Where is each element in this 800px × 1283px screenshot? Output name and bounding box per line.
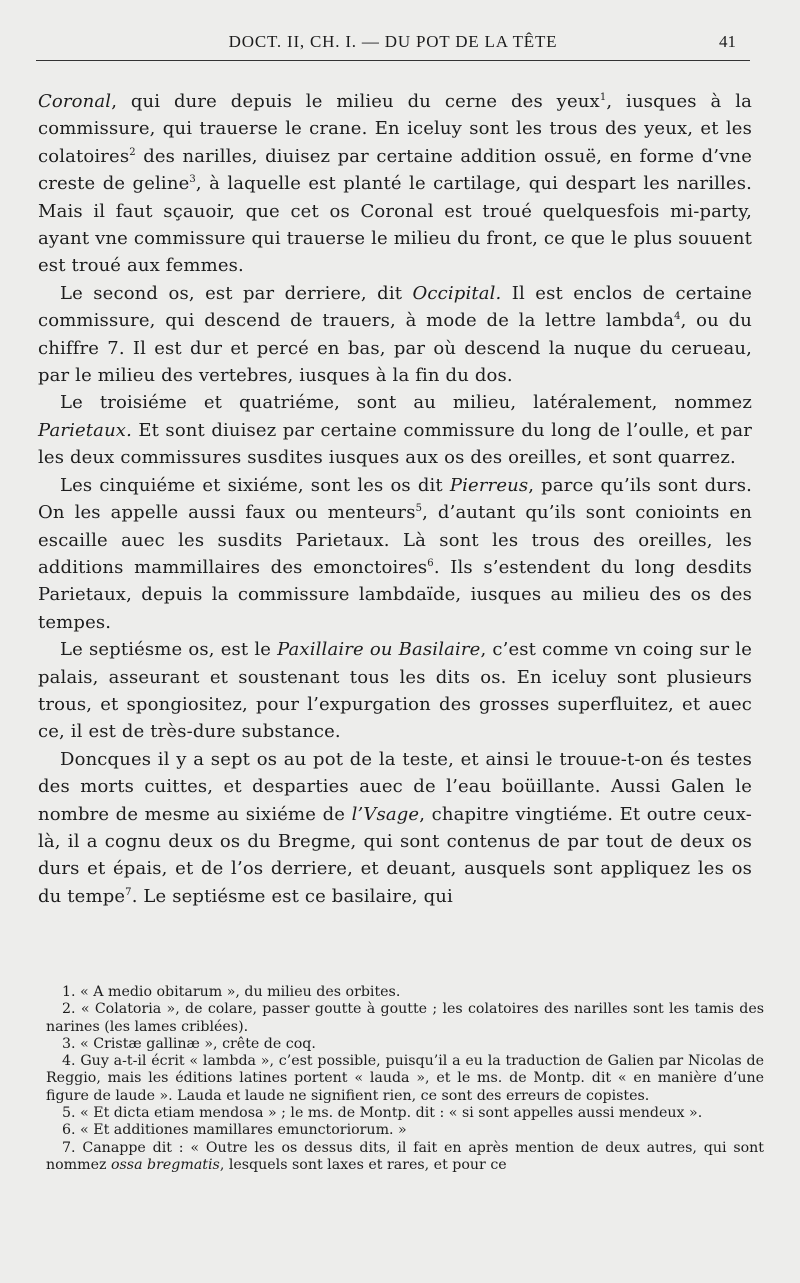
text-span: 7. Canappe dit : « Outre les os dessus dits, il fait en après mention de deux autres, qui sont nommez	[46, 1139, 764, 1173]
term-occipital: Occipital.	[412, 282, 502, 304]
note-ref-5: 5	[415, 503, 423, 515]
footnote-7	[46, 1140, 764, 1175]
text-span: . Ils s’estendent du long desdits Parietaux, depuis la commissure lambdaïde, iusques au milieu des os des tempes.	[38, 556, 752, 633]
term-parietaux: Parietaux.	[38, 419, 132, 441]
note-ref-2: 2	[129, 146, 136, 158]
text-span: , qui dure depuis le milieu du cerne des yeux	[111, 91, 600, 112]
term-vsage: l’Vsage	[351, 803, 420, 825]
text-span: , lesquels sont laxes et rares, et pour ce	[219, 1156, 507, 1173]
paragraph-coronal	[38, 88, 752, 280]
page-number: 41	[719, 32, 736, 51]
paragraph-parietaux	[38, 389, 752, 471]
footnote-3: 3. « Cristæ gallinæ », crête de coq.	[62, 1035, 316, 1052]
term-ossa-bregmatis: ossa bregmatis	[110, 1156, 220, 1173]
note-ref-6: 6	[427, 557, 434, 569]
paragraph-pierreus	[38, 472, 752, 636]
running-head: DOCT. II, CH. I. — DU POT DE LA TÊTE	[228, 32, 558, 51]
text-span: , à laquelle est planté le cartilage, qui despart les narilles. Mais il faut sçauoir, que cet os Coronal est troué quelquesfois mi-party, ayant vne commissure qui trauerse le milieu du front, ce que le plus souuent est troué aux femmes.	[38, 173, 752, 277]
text-span: , iusques à la commissure, qui trauerse le crane. En iceluy sont les trous des yeux, et les colatoires	[38, 91, 752, 167]
note-ref-4: 4	[674, 311, 681, 323]
footnote-1: 1. « A medio obitarum », du milieu des orbites.	[62, 984, 401, 1000]
text-span: , chapitre vingtiéme. Et outre ceux-là, il a cognu deux os du Bregme, qui sont contenus de par tout de deux os durs et épais, et de l’os derriere, et deuant, ausquels sont appliquez les os du tempe	[38, 803, 752, 907]
footnote-4: 4. Guy a-t-il écrit « lambda », c’est possible, puisqu’il a eu la traduction de Galien par Nicolas de Reggio, mais les éditions latines portent « lauda », et le ms. de Montp. dit « en manière d’une figure de laude ». Lauda et laude ne signifient rien, ce sont des erreurs de copistes.	[46, 1053, 764, 1104]
text-span: . Le septiésme est ce basilaire, qui	[131, 885, 453, 907]
footnote-6: 6. « Et additiones mamillares emunctoriorum. »	[62, 1122, 407, 1139]
text-span: , c’est comme vn coing sur le palais, asseurant et soustenant tous les dits os. En iceluy sont plusieurs trous, et spongiositez, pour l’expurgation des grosses superfluitez, et auec ce, il est de très-dure substance.	[38, 639, 753, 743]
term-pierreus: Pierreus	[449, 474, 529, 496]
text-span: des narilles, diuisez par certaine addition ossuë, en forme d’vne creste de geline	[38, 145, 752, 195]
text-span: , parce qu’ils sont durs. On les appelle aussi faux ou menteurs	[38, 474, 752, 524]
term-basilaire: Paxillaire ou Basilaire	[277, 639, 481, 661]
footnotes	[46, 984, 764, 1174]
text-span: Doncques il y a sept os au pot de la teste, et ainsi le trouue-t-on és testes des morts cuittes, et desparties auec de l’eau boüillante. Aussi Galen le nombre de mesme au sixiéme de	[38, 748, 752, 825]
text-span: Le septiésme os, est le	[60, 639, 278, 661]
footnote-5: 5. « Et dicta etiam mendosa » ; le ms. de Montp. dit : « si sont appelles aussi mendeux ».	[62, 1105, 703, 1122]
main-text	[38, 88, 752, 910]
paragraph-basilaire	[38, 636, 752, 746]
text-span: Et sont diuisez par certaine commissure du long de l’oulle, et par les deux commissures susdites iusques aux os des oreilles, et sont quarrez.	[38, 419, 752, 469]
text-span: Les cinquiéme et sixiéme, sont les os dit	[60, 474, 450, 496]
text-span: Le troisiéme et quatriéme, sont au milieu, latéralement, nommez	[60, 392, 752, 414]
page-header	[36, 30, 750, 61]
text-span: Le second os, est par derriere, dit	[60, 282, 413, 304]
footnote-2: 2. « Colatoria », de colare, passer goutte à goutte ; les colatoires des narilles sont les tamis des narines (les lames criblées).	[46, 1001, 764, 1035]
note-ref-3: 3	[189, 174, 196, 186]
paragraph-occipital	[38, 280, 752, 390]
text-span: Il est enclos de certaine commissure, qui descend de trauers, à mode de la lettre lambda	[38, 282, 753, 332]
paragraph-sept-os	[38, 746, 752, 910]
text-span: , ou du chiffre 7. Il est dur et percé en bas, par où descend la nuque du cerueau, par le milieu des vertebres, iusques à la fin du dos.	[38, 310, 753, 387]
note-ref-7: 7	[125, 886, 132, 898]
text-span: , d’autant qu’ils sont conioints en escaille auec les susdits Parietaux. Là sont les trous des oreilles, les additions mammillaires des emonctoires	[38, 502, 752, 578]
note-ref-1: 1	[599, 92, 607, 103]
term-coronal: Coronal	[38, 91, 112, 112]
